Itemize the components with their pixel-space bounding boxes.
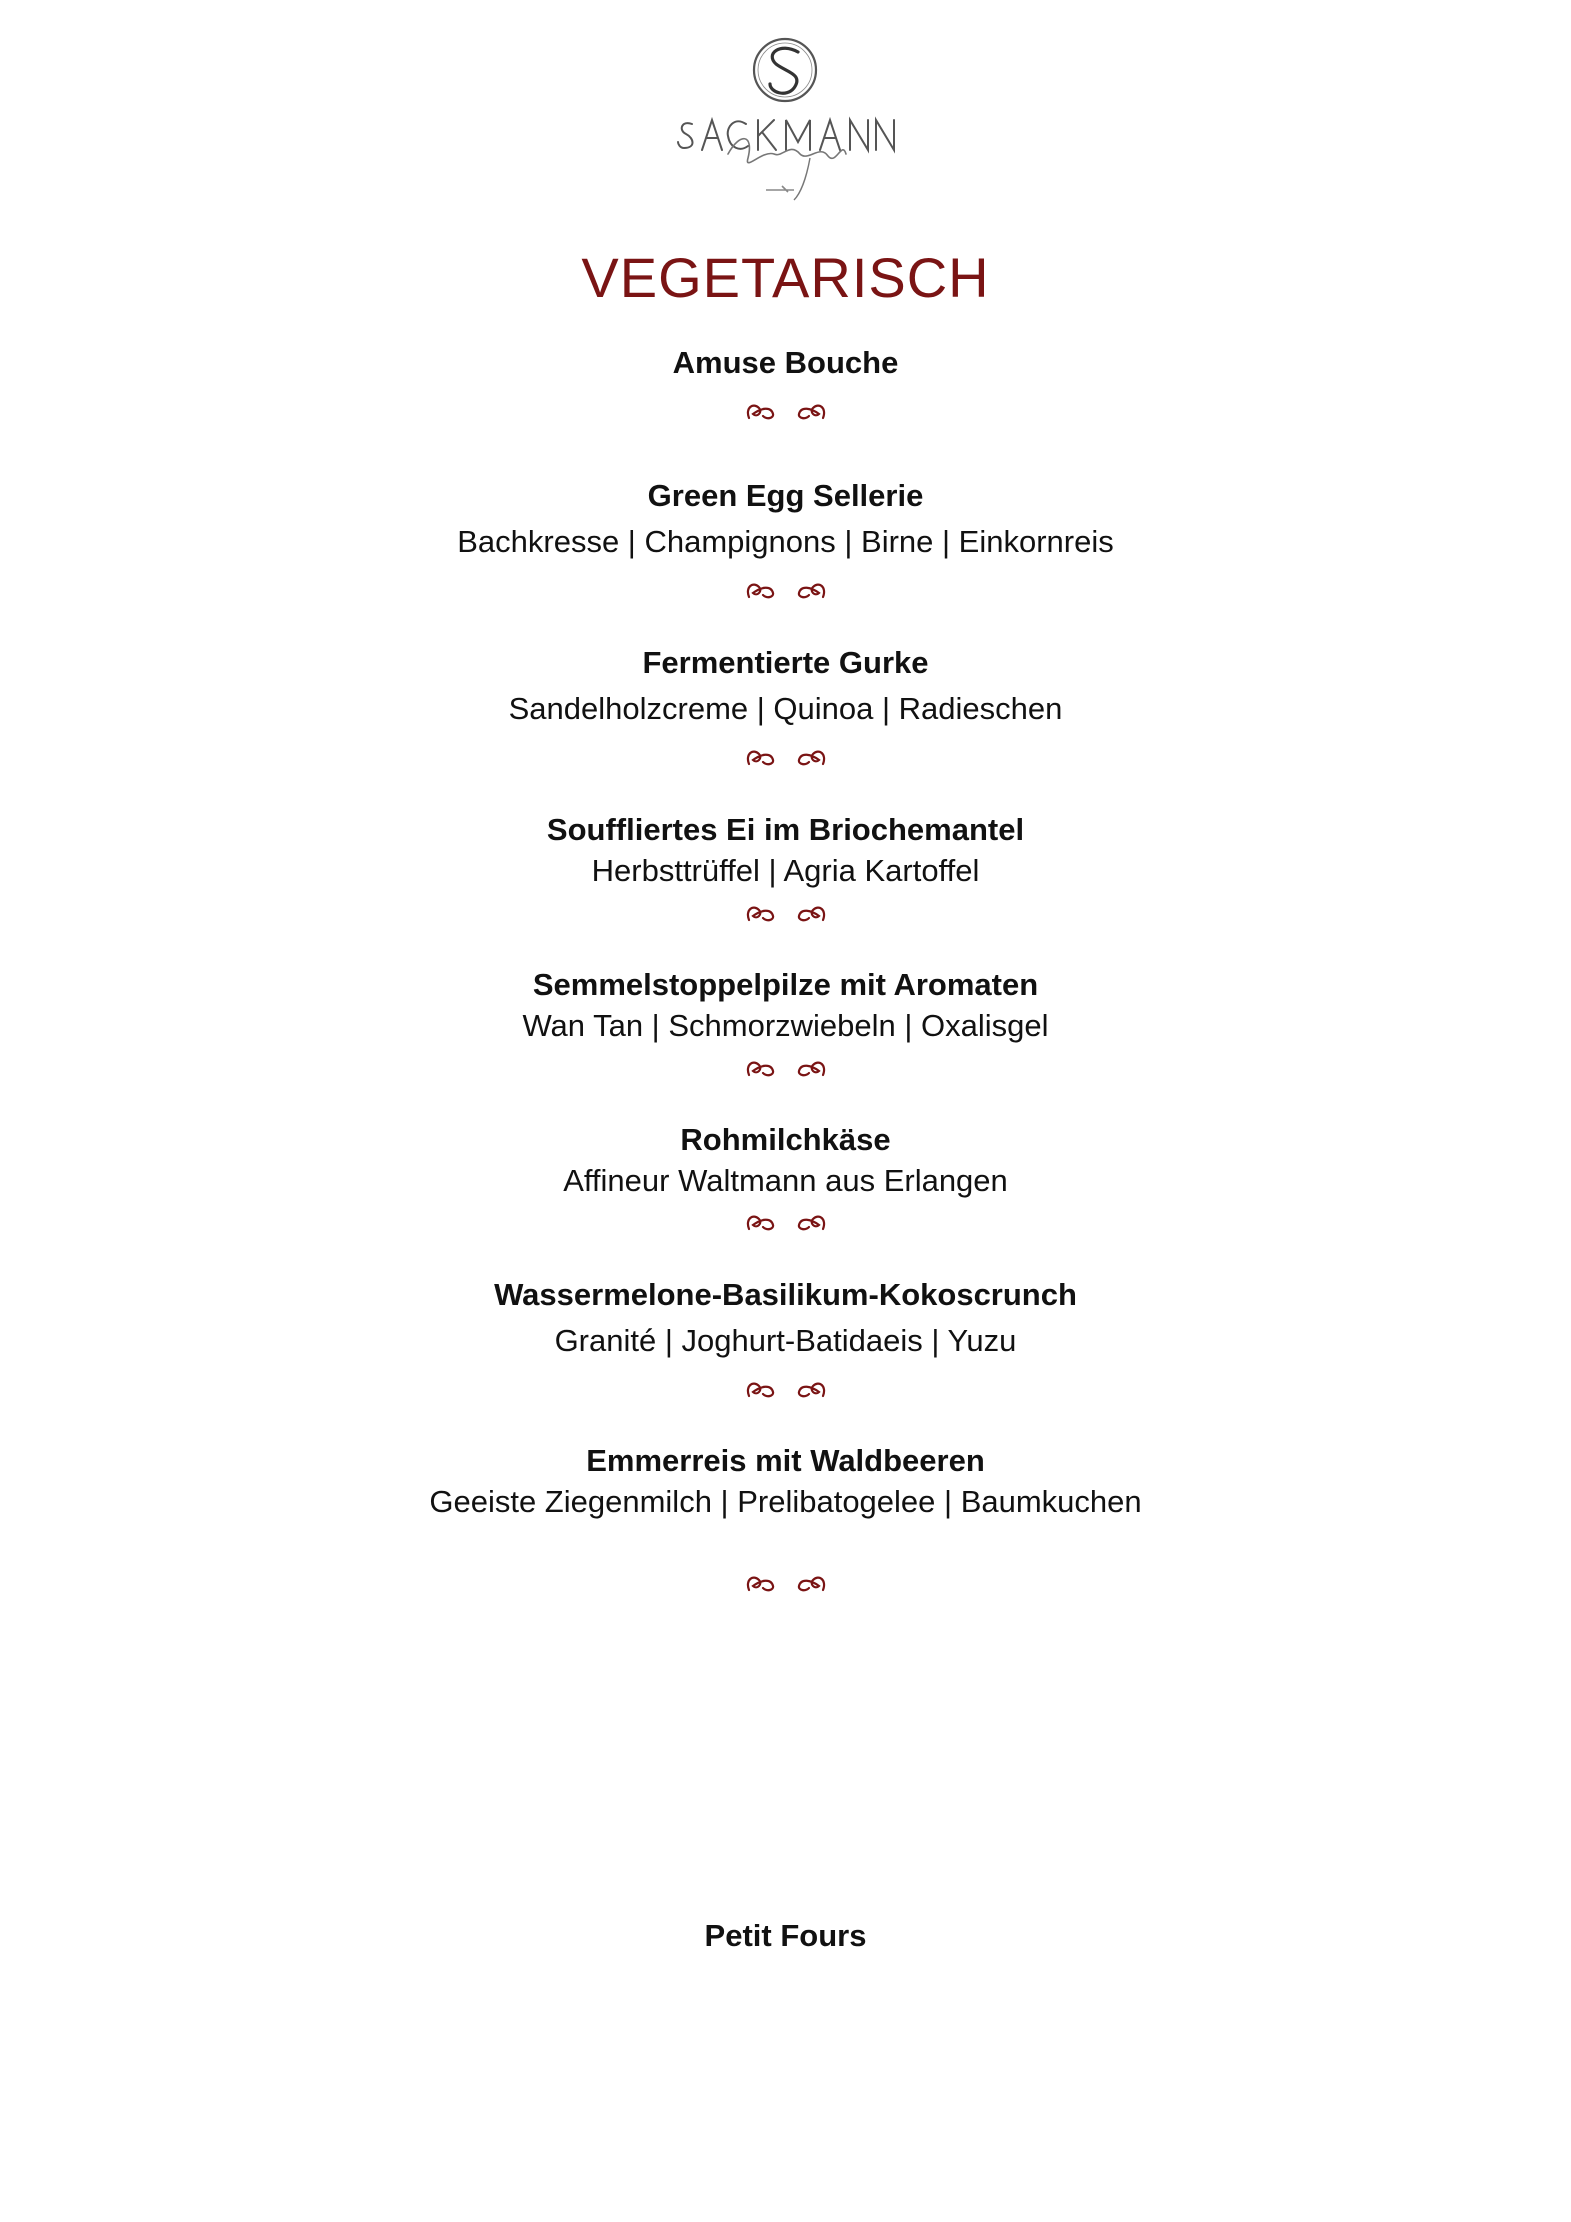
course-name: Green Egg Sellerie — [647, 478, 924, 513]
amuse-bouche-heading: Amuse Bouche — [672, 345, 899, 380]
course-description: Herbsttrüffel | Agria Kartoffel — [591, 853, 980, 888]
ornament-divider-icon — [0, 1209, 1571, 1235]
course-name: Fermentierte Gurke — [642, 645, 929, 680]
course-description: Bachkresse | Champignons | Birne | Einkornreis — [457, 524, 1114, 559]
course-name: Souffliertes Ei im Briochemantel — [546, 812, 1025, 847]
ornament-divider-icon — [0, 398, 1571, 424]
petit-fours-heading: Petit Fours — [704, 1918, 867, 1953]
course-name: Wassermelone-Basilikum-Kokoscrunch — [494, 1277, 1077, 1312]
course-description: Sandelholzcreme | Quinoa | Radieschen — [508, 691, 1063, 726]
course-description: Affineur Waltmann aus Erlangen — [563, 1163, 1008, 1198]
ornament-divider-icon — [0, 1376, 1571, 1402]
course-description: Geeiste Ziegenmilch | Prelibatogelee | Baumkuchen — [429, 1484, 1142, 1519]
course-name: Rohmilchkäse — [680, 1122, 891, 1157]
ornament-divider-icon — [0, 577, 1571, 603]
ornament-divider-icon — [0, 1570, 1571, 1596]
ornament-divider-icon — [0, 1055, 1571, 1081]
course-name: Emmerreis mit Waldbeeren — [586, 1443, 985, 1478]
menu-title: VEGETARISCH — [581, 246, 990, 309]
course-description: Wan Tan | Schmorzwiebeln | Oxalisgel — [522, 1008, 1049, 1043]
course-name: Semmelstoppelpilze mit Aromaten — [532, 967, 1039, 1002]
course-description: Granité | Joghurt-Batidaeis | Yuzu — [554, 1323, 1017, 1358]
ornament-divider-icon — [0, 744, 1571, 770]
ornament-divider-icon — [0, 900, 1571, 926]
sackmann-logo — [670, 32, 900, 222]
